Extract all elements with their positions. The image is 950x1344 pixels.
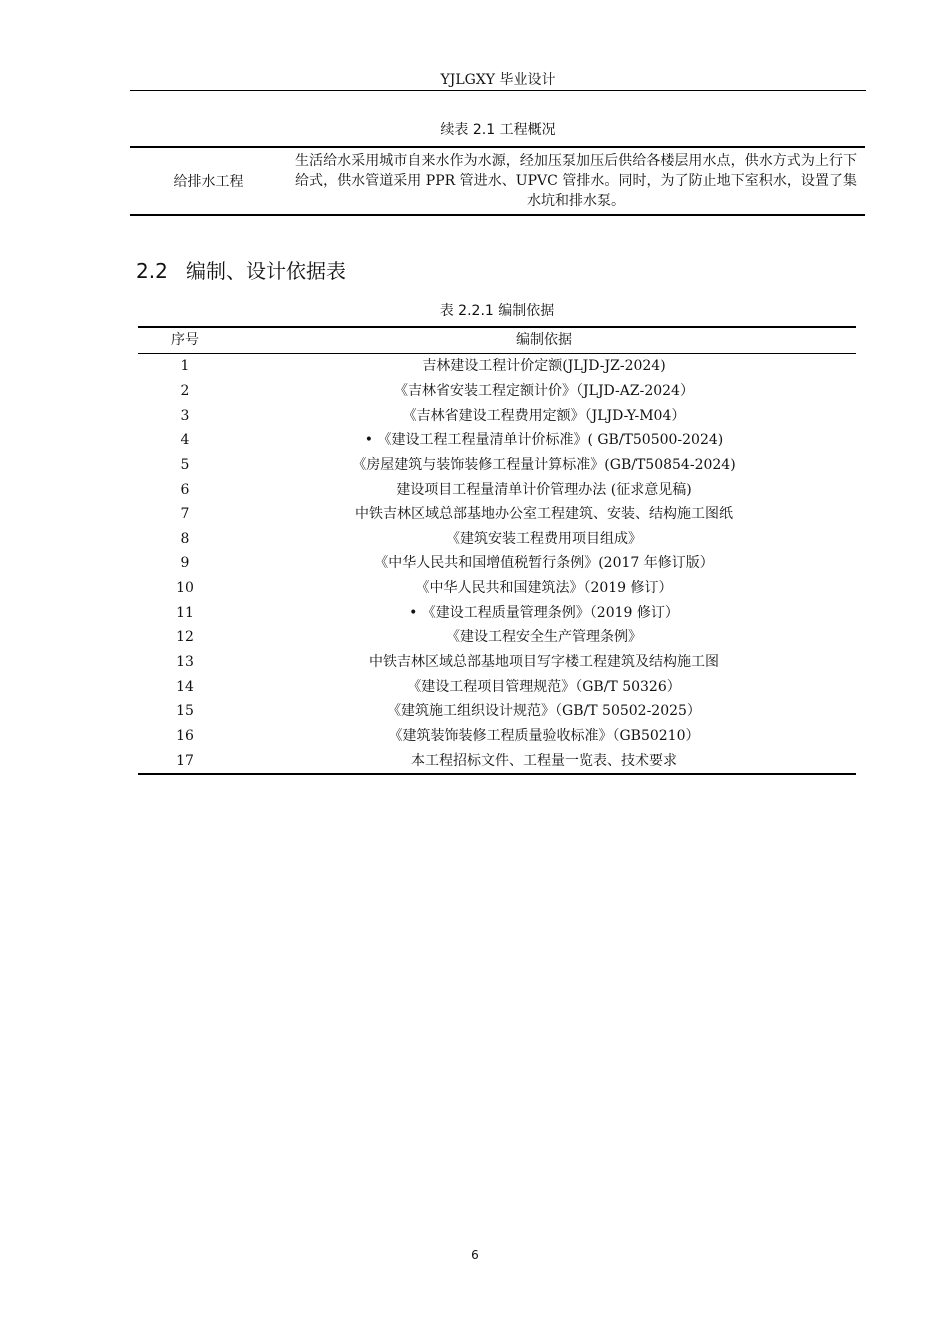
row-compilation-basis: 《建筑装饰装修工程质量验收标准》（GB50210） xyxy=(388,727,700,744)
row-serial-number: 7 xyxy=(180,506,190,523)
row-compilation-basis: 《中华人民共和国建筑法》（2019 修订） xyxy=(415,580,673,597)
page-number: 6 xyxy=(471,1248,479,1262)
page-header: YJLGXY 毕业设计 xyxy=(130,70,866,91)
table-row xyxy=(138,674,856,699)
table2-header-row xyxy=(138,328,856,354)
row-serial-number: 3 xyxy=(180,407,190,424)
row-serial-number: 8 xyxy=(180,530,190,547)
row-serial-number: 12 xyxy=(176,629,194,646)
row-serial-number: 10 xyxy=(176,580,194,597)
table2-caption: 表 2.2.1 编制依据 xyxy=(439,303,555,319)
table-row xyxy=(138,650,856,675)
row-compilation-basis: 吉林建设工程计价定额(JLJD-JZ-2024) xyxy=(422,358,666,375)
table-row xyxy=(138,600,856,625)
row-compilation-basis: 《吉林省建设工程费用定额》（JLJD-Y-M04） xyxy=(402,407,686,424)
row-compilation-basis: 中铁吉林区域总部基地项目写字楼工程建筑及结构施工图 xyxy=(369,654,719,670)
table-row xyxy=(138,477,856,502)
table1-project-overview xyxy=(130,146,865,216)
row-compilation-basis: 中铁吉林区域总部基地办公室工程建筑、安装、结构施工图纸 xyxy=(355,506,733,523)
row-serial-number: 16 xyxy=(176,727,194,744)
table-row xyxy=(138,625,856,650)
header-compilation-basis: 编制依据 xyxy=(516,332,572,348)
row-compilation-basis: 《建设工程安全生产管理条例》 xyxy=(446,629,642,646)
section-title: 编制、设计依据表 xyxy=(186,259,346,283)
row-compilation-basis: • 《建设工程质量管理条例》（2019 修订） xyxy=(409,604,679,621)
row-serial-number: 2 xyxy=(180,382,190,399)
table1-caption: 续表 2.1 工程概况 xyxy=(440,122,556,138)
table-row xyxy=(138,724,856,749)
section-number: 2.2 xyxy=(136,259,168,283)
table-row xyxy=(138,551,856,576)
row-serial-number: 6 xyxy=(180,481,190,498)
table1-row-content: 生活给水采用城市自来水作为水源，经加压泵加压后供给各楼层用水点，供水方式为上行下给式，供水管道采用 PPR 管进水、UPVC 管排水。同时，为了防止地下室积水，设置了集水坑和排水泵。 xyxy=(295,153,857,209)
row-serial-number: 1 xyxy=(180,358,190,375)
row-compilation-basis: 建设项目工程量清单计价管理办法 (征求意见稿) xyxy=(396,481,692,498)
table2-body xyxy=(138,354,856,773)
table1-row-label: 给排水工程 xyxy=(173,174,244,190)
table-row xyxy=(138,403,856,428)
table-row xyxy=(138,748,856,773)
row-compilation-basis: 《建筑安装工程费用项目组成》 xyxy=(446,530,642,547)
row-compilation-basis: 《建筑施工组织设计规范》（GB/T 50502-2025） xyxy=(387,703,701,720)
table-row xyxy=(138,576,856,601)
row-compilation-basis: • 《建设工程工程量清单计价标准》( GB/T50500-2024) xyxy=(364,432,724,449)
row-compilation-basis: 《房屋建筑与装饰装修工程量计算标准》(GB/T50854-2024) xyxy=(352,456,736,473)
row-serial-number: 4 xyxy=(180,432,190,449)
row-serial-number: 5 xyxy=(180,456,190,473)
table-row xyxy=(138,502,856,527)
header-serial-number: 序号 xyxy=(171,332,199,348)
row-serial-number: 15 xyxy=(176,703,194,720)
row-compilation-basis: 本工程招标文件、工程量一览表、技术要求 xyxy=(411,752,677,769)
section-heading xyxy=(136,257,346,285)
row-serial-number: 14 xyxy=(176,678,194,695)
row-compilation-basis: 《建设工程项目管理规范》（GB/T 50326） xyxy=(407,678,681,695)
table-row xyxy=(138,354,856,379)
row-compilation-basis: 《吉林省安装工程定额计价》（JLJD-AZ-2024） xyxy=(394,382,694,399)
table-row xyxy=(138,428,856,453)
table-row xyxy=(138,526,856,551)
row-serial-number: 9 xyxy=(180,555,190,572)
row-compilation-basis: 《中华人民共和国增值税暂行条例》(2017 年修订版） xyxy=(374,555,714,572)
row-serial-number: 13 xyxy=(176,654,194,670)
table-row xyxy=(138,453,856,478)
table-row xyxy=(138,699,856,724)
table2-compilation-basis xyxy=(138,326,856,775)
row-serial-number: 11 xyxy=(176,604,194,621)
table-row xyxy=(138,379,856,404)
row-serial-number: 17 xyxy=(176,752,194,769)
